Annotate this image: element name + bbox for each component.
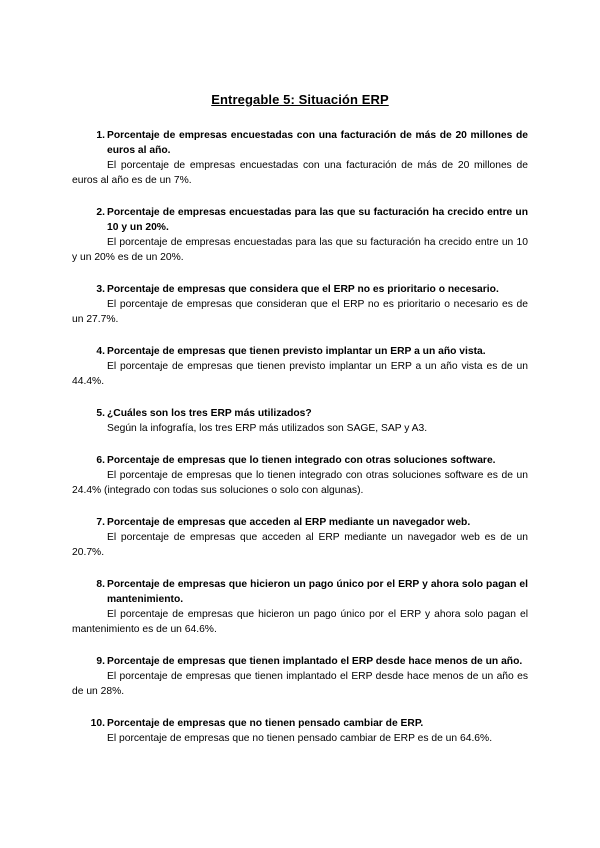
item-number: 1. [96,130,105,141]
answer-text: El porcentaje de empresas que no tienen pensado cambiar de ERP es de un 64.6%. [107,733,493,744]
question [72,406,528,421]
list-item [72,128,528,188]
answer-text: El porcentaje de empresas que lo tienen integrado con otras soluciones software es de un 24.4% (integrado con todas sus soluciones o solo con algunas). [72,470,528,496]
list-item [72,577,528,637]
answer-text: Según la infografía, los tres ERP más utilizados son SAGE, SAP y A3. [107,423,428,434]
question-text: Porcentaje de empresas que acceden al ERP mediante un navegador web. [107,517,471,528]
question-text: Porcentaje de empresas que hicieron un pago único por el ERP y ahora solo pagan el mantenimiento. [107,579,528,605]
answer-text: El porcentaje de empresas que tienen previsto implantar un ERP a un año vista es de un 44.4%. [72,361,528,387]
question [72,282,528,297]
question [72,205,528,235]
list-item [72,344,528,389]
question [72,344,528,359]
question [72,453,528,468]
list-item [72,282,528,327]
list-item [72,406,528,436]
question [72,716,528,731]
question-text: Porcentaje de empresas que no tienen pensado cambiar de ERP. [107,718,424,729]
item-number: 5. [96,408,105,419]
list-item [72,515,528,560]
list-item [72,716,528,746]
item-number: 7. [96,517,105,528]
item-number: 10. [90,718,105,729]
question-text: Porcentaje de empresas encuestadas para las que su facturación ha crecido entre un 10 y un 20%. [107,207,528,233]
item-number: 4. [96,346,105,357]
answer-text: El porcentaje de empresas que acceden al ERP mediante un navegador web es de un 20.7%. [72,532,528,558]
answer-text: El porcentaje de empresas encuestadas para las que su facturación ha crecido entre un 10 y un 20% es de un 20%. [72,237,528,263]
question-text: Porcentaje de empresas encuestadas con una facturación de más de 20 millones de euros al año. [107,130,528,156]
question [72,577,528,607]
question-text: ¿Cuáles son los tres ERP más utilizados? [107,408,312,419]
item-number: 2. [96,207,105,218]
list-item [72,654,528,699]
answer-text: El porcentaje de empresas que tienen implantado el ERP desde hace menos de un año es de un 28%. [72,671,528,697]
answer-text: El porcentaje de empresas encuestadas con una facturación de más de 20 millones de euros al año es de un 7%. [72,160,528,186]
question-text: Porcentaje de empresas que considera que el ERP no es prioritario o necesario. [107,284,499,295]
question-text: Porcentaje de empresas que tienen previsto implantar un ERP a un año vista. [107,346,486,357]
answer-text: El porcentaje de empresas que consideran que el ERP no es prioritario o necesario es de un 27.7%. [72,299,528,325]
question [72,654,528,669]
item-number: 6. [96,455,105,466]
list-item [72,453,528,498]
question-list [72,128,528,763]
question-text: Porcentaje de empresas que tienen implantado el ERP desde hace menos de un año. [107,656,523,667]
question-text: Porcentaje de empresas que lo tienen integrado con otras soluciones software. [107,455,496,466]
list-item [72,205,528,265]
question [72,515,528,530]
question [72,128,528,158]
item-number: 9. [96,656,105,667]
item-number: 8. [96,579,105,590]
item-number: 3. [96,284,105,295]
answer-text: El porcentaje de empresas que hicieron un pago único por el ERP y ahora solo pagan el mantenimiento es de un 64.6%. [72,609,528,635]
page-title: Entregable 5: Situación ERP [211,92,389,107]
